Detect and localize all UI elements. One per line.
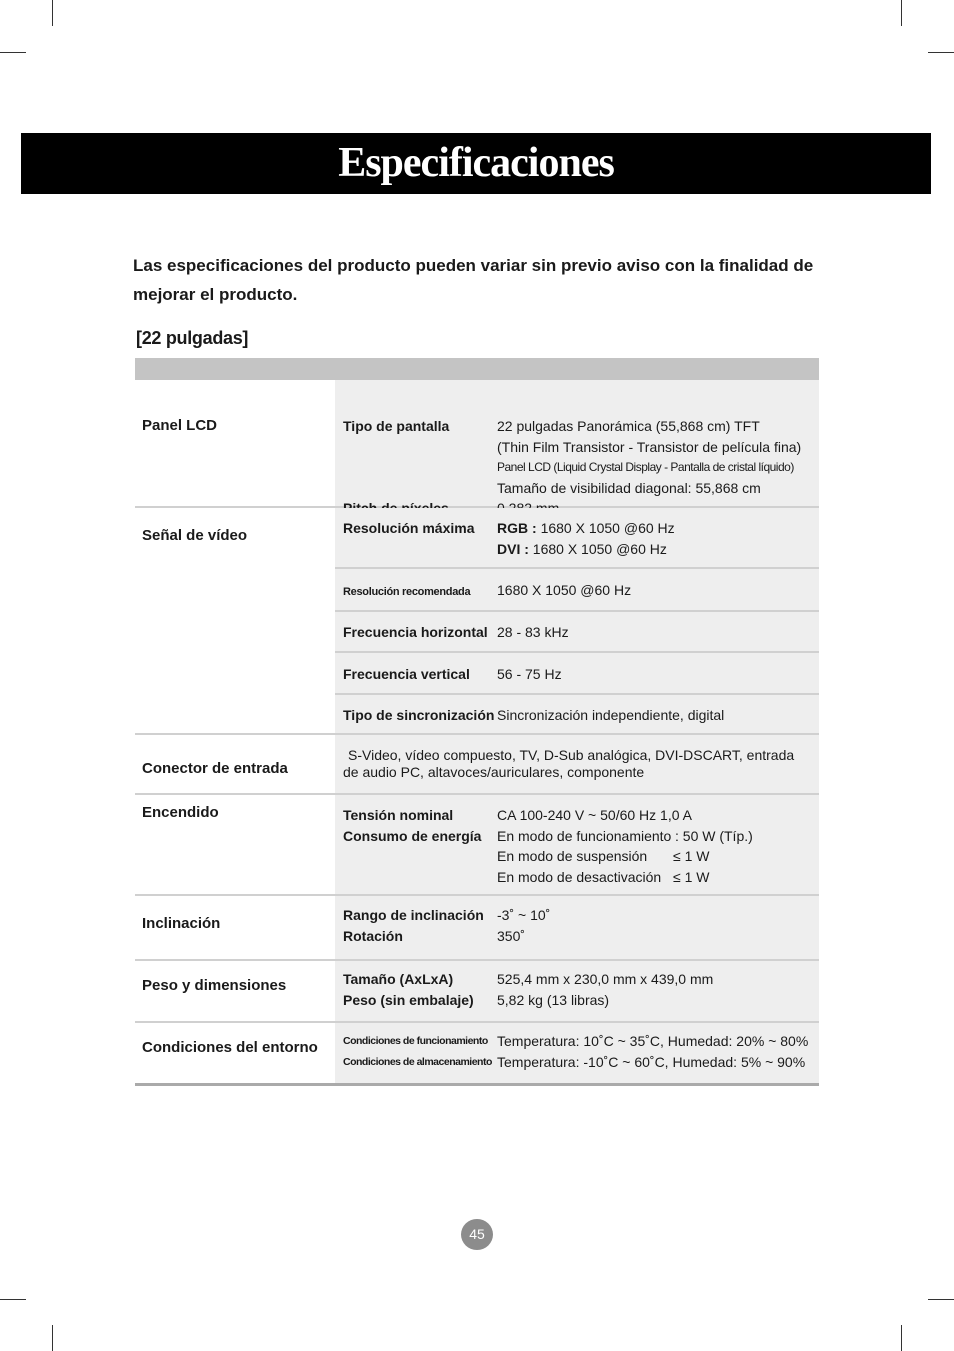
spec-group bbox=[335, 961, 819, 1021]
table-header-bar bbox=[135, 358, 819, 380]
spec-key: RGB : bbox=[497, 520, 537, 536]
spec-item bbox=[335, 610, 819, 651]
spec-value: 28 - 83 kHz bbox=[497, 624, 569, 640]
spec-group bbox=[335, 508, 819, 733]
spec-group bbox=[335, 795, 819, 894]
spec-value bbox=[497, 416, 819, 498]
spec-group bbox=[335, 896, 819, 959]
spec-value bbox=[497, 826, 819, 888]
spec-label: Tamaño (AxLxA) bbox=[343, 971, 454, 987]
title-bar bbox=[21, 133, 931, 194]
spec-label: Rango de inclinación bbox=[343, 907, 484, 923]
spec-value-line: Panel LCD (Liquid Crystal Display - Pantalla de cristal líquido) bbox=[497, 460, 794, 474]
spec-item bbox=[335, 693, 819, 733]
spec-row-panel-lcd bbox=[135, 380, 819, 508]
spec-label: Consumo de energía bbox=[343, 827, 482, 844]
spec-row-encendido bbox=[135, 795, 819, 896]
intro-text: Las especificaciones del producto pueden variar sin previo aviso con la finalidad de mejorar el producto. bbox=[133, 256, 814, 304]
spec-key: DVI : bbox=[497, 540, 529, 557]
spec-value: 5,82 kg (13 libras) bbox=[497, 991, 610, 1008]
spec-item bbox=[335, 508, 819, 567]
spec-group bbox=[335, 1023, 819, 1083]
spec-value: Sincronización independiente, digital bbox=[497, 707, 725, 723]
spec-value bbox=[497, 518, 819, 567]
crop-mark bbox=[0, 1299, 26, 1300]
spec-value: Temperatura: -10˚C ~ 60˚C, Humedad: 5% ~ 90% bbox=[497, 1053, 806, 1070]
spec-row-inclinacion bbox=[135, 896, 819, 961]
mode-value: ≤ 1 W bbox=[673, 848, 710, 864]
spec-item bbox=[335, 990, 819, 1011]
spec-value: 525,4 mm x 230,0 mm x 439,0 mm bbox=[497, 971, 714, 987]
spec-value: Temperatura: 10˚C ~ 35˚C, Humedad: 20% ~ 80% bbox=[497, 1033, 809, 1049]
mode-value: : 50 W (Típ.) bbox=[675, 827, 753, 844]
spec-item bbox=[335, 926, 819, 947]
category-label: Panel LCD bbox=[142, 417, 218, 434]
spec-label: Frecuencia horizontal bbox=[343, 624, 488, 640]
crop-mark bbox=[52, 0, 53, 26]
page-title: Especificaciones bbox=[338, 140, 614, 186]
category-label: Condiciones del entorno bbox=[142, 1039, 318, 1056]
spec-value: 56 - 75 Hz bbox=[497, 666, 562, 682]
crop-mark bbox=[901, 1325, 902, 1351]
spec-value-line: Tamaño de visibilidad diagonal: 55,868 cm bbox=[497, 479, 761, 496]
spec-row-peso bbox=[135, 961, 819, 1023]
mode-name: En modo de suspensión bbox=[497, 848, 648, 864]
spec-item bbox=[335, 805, 819, 826]
spec-table bbox=[135, 358, 819, 1086]
category-label: Señal de vídeo bbox=[142, 527, 248, 544]
spec-value: -3˚ ~ 10˚ bbox=[497, 907, 551, 923]
spec-label: Tensión nominal bbox=[343, 807, 454, 823]
spec-value: CA 100-240 V ~ 50/60 Hz 1,0 A bbox=[497, 807, 692, 823]
page-number: 45 bbox=[461, 1219, 493, 1250]
spec-value-line: 22 pulgadas Panorámica (55,868 cm) TFT bbox=[497, 418, 760, 434]
mode-name: En modo de funcionamiento bbox=[497, 827, 672, 844]
spec-item bbox=[335, 969, 819, 990]
spec-label: Tipo de sincronización bbox=[343, 707, 495, 723]
spec-label: Resolución máxima bbox=[343, 520, 475, 536]
crop-mark bbox=[52, 1325, 53, 1351]
category-label: Conector de entrada bbox=[142, 760, 288, 777]
spec-item bbox=[335, 1031, 819, 1052]
crop-mark bbox=[928, 52, 954, 53]
spec-item bbox=[335, 416, 819, 498]
spec-value: 1680 X 1050 @60 Hz bbox=[497, 582, 632, 598]
category-label: Encendido bbox=[142, 804, 219, 821]
spec-item bbox=[335, 1052, 819, 1073]
size-title: [22 pulgadas] bbox=[136, 328, 249, 348]
crop-mark bbox=[901, 0, 902, 26]
crop-mark bbox=[928, 1299, 954, 1300]
spec-row-senal-video bbox=[135, 508, 819, 735]
category-label: Inclinación bbox=[142, 915, 221, 932]
spec-row-conector bbox=[135, 735, 819, 795]
spec-item bbox=[335, 905, 819, 926]
spec-value-line: 1680 X 1050 @60 Hz bbox=[532, 540, 667, 557]
spec-item bbox=[335, 567, 819, 610]
spec-label: Resolución recomendada bbox=[343, 586, 471, 598]
spec-value-line: (Thin Film Transistor - Transistor de película fina) bbox=[497, 438, 802, 455]
spec-label: Condiciones de almacenamiento bbox=[343, 1055, 492, 1068]
spec-group bbox=[335, 380, 819, 506]
spec-label: Rotación bbox=[343, 927, 403, 944]
spec-label: Condiciones de funcionamiento bbox=[343, 1035, 488, 1047]
spec-label: Frecuencia vertical bbox=[343, 666, 470, 682]
spec-value: 350˚ bbox=[497, 927, 526, 944]
spec-item bbox=[335, 651, 819, 693]
spec-row-entorno bbox=[135, 1023, 819, 1086]
crop-mark bbox=[0, 52, 26, 53]
mode-name: En modo de desactivación bbox=[497, 868, 662, 885]
category-label: Peso y dimensiones bbox=[142, 977, 287, 994]
mode-value: ≤ 1 W bbox=[673, 868, 710, 885]
spec-value: S-Video, vídeo compuesto, TV, D-Sub analógica, DVI-DSCART, entrada de audio PC, altavoces/auriculares, componente bbox=[335, 735, 819, 793]
spec-item bbox=[335, 826, 819, 888]
spec-label: Peso (sin embalaje) bbox=[343, 991, 474, 1008]
spec-value-line: 1680 X 1050 @60 Hz bbox=[540, 520, 675, 536]
spec-label: Tipo de pantalla bbox=[343, 418, 450, 434]
